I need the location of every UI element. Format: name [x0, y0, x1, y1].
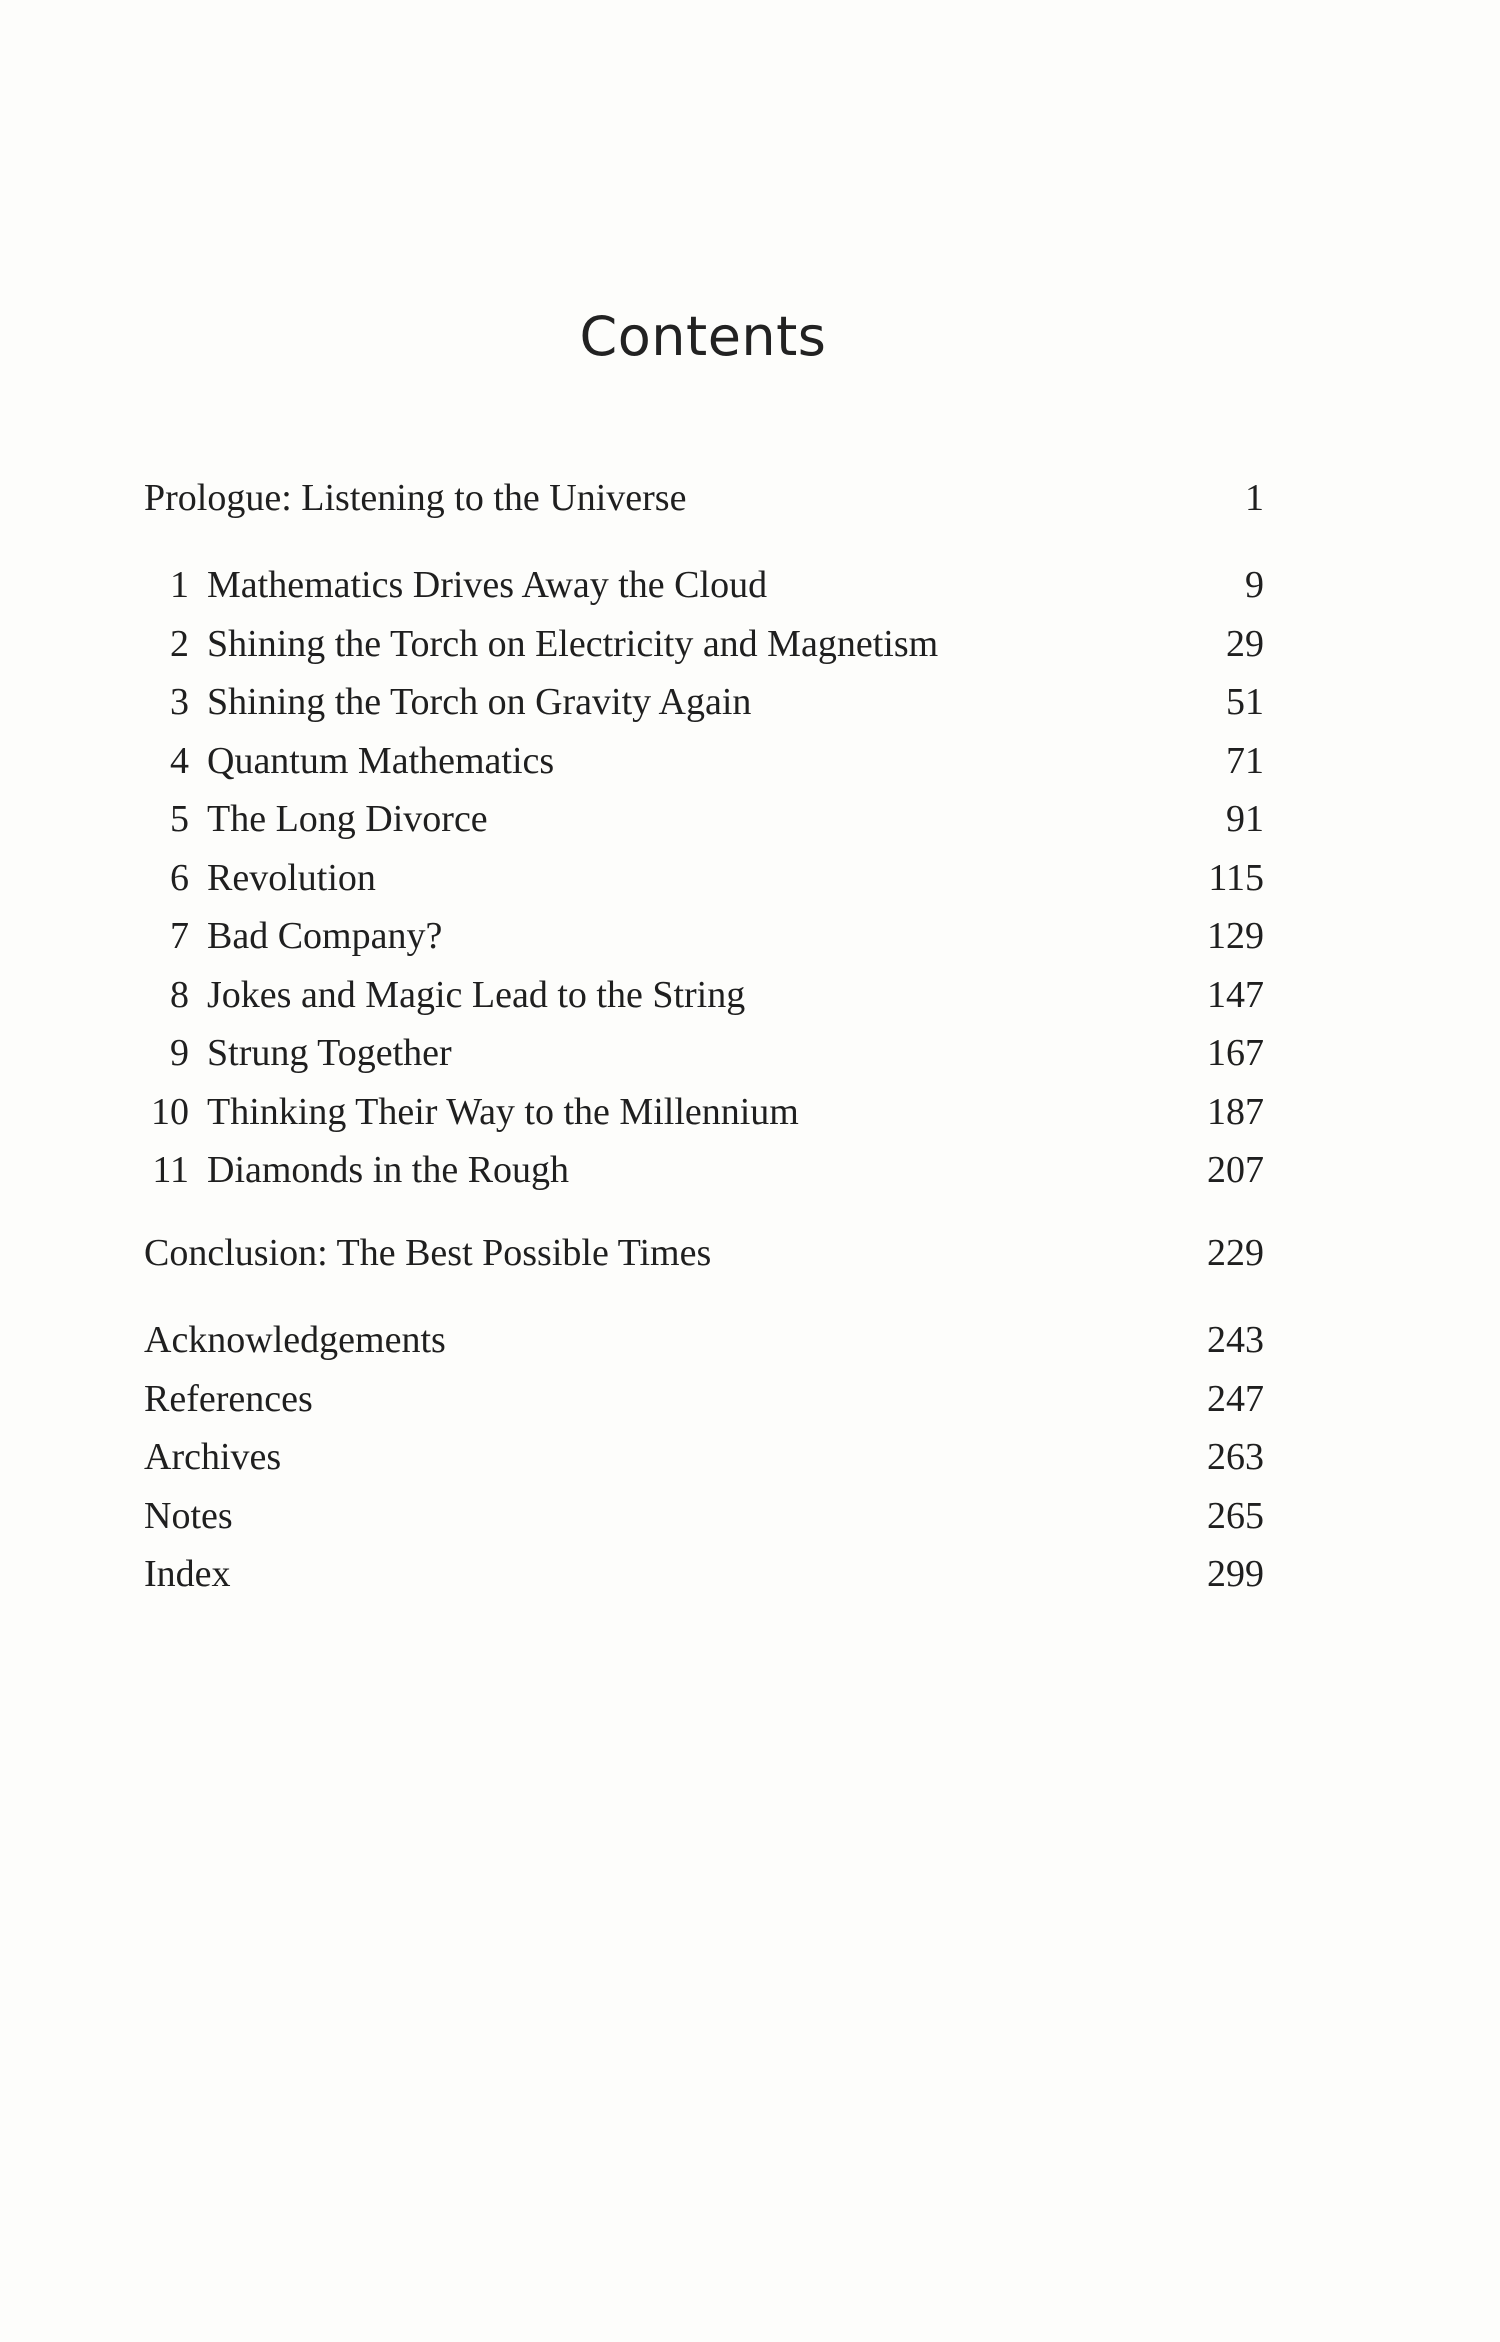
chapter-page: 115	[1208, 856, 1264, 899]
toc-chapter-row	[144, 1083, 1264, 1142]
chapter-number: 4	[170, 739, 189, 782]
chapter-number: 7	[170, 915, 189, 957]
toc-chapters-section	[144, 556, 1264, 1200]
chapter-title: Shining the Torch on Electricity and Magnetism	[207, 622, 939, 665]
chapter-page: 129	[1207, 915, 1264, 957]
toc-entry-page: 265	[1207, 1494, 1264, 1537]
toc-chapter-row	[144, 907, 1264, 966]
page-title: Contents	[579, 305, 827, 368]
toc-entry-label: Notes	[144, 1494, 233, 1537]
toc-entry-label: Index	[144, 1553, 231, 1595]
toc-prologue-section	[144, 469, 1264, 528]
chapter-title: Diamonds in the Rough	[207, 1149, 570, 1191]
chapter-page: 167	[1207, 1032, 1264, 1074]
chapter-number: 3	[170, 681, 189, 723]
chapter-title: Quantum Mathematics	[207, 739, 555, 782]
toc-chapter-row	[144, 673, 1264, 732]
toc-entry-label: Archives	[144, 1436, 282, 1478]
toc-entry-back-matter	[144, 1428, 1264, 1487]
chapter-number: 2	[170, 622, 189, 665]
chapter-page: 51	[1226, 681, 1264, 723]
chapter-number: 8	[170, 973, 189, 1016]
chapter-title: Strung Together	[207, 1032, 452, 1074]
toc-entry-page: 263	[1207, 1436, 1264, 1478]
chapter-number: 1	[170, 564, 189, 606]
toc-entry-back-matter	[144, 1545, 1264, 1604]
chapter-title: Mathematics Drives Away the Cloud	[207, 564, 768, 606]
toc-entry-page: 229	[1207, 1232, 1264, 1274]
toc-chapter-row	[144, 615, 1264, 674]
toc-entry-label: Prologue: Listening to the Universe	[144, 477, 687, 519]
chapter-number: 11	[152, 1149, 189, 1191]
toc-entry-page: 247	[1207, 1377, 1264, 1420]
chapter-page: 207	[1207, 1149, 1264, 1191]
toc-entry-label: Acknowledgements	[144, 1319, 446, 1361]
toc-entry-conclusion	[144, 1224, 1264, 1283]
chapter-page: 91	[1226, 798, 1264, 840]
chapter-page: 9	[1245, 564, 1264, 606]
chapter-number: 9	[170, 1032, 189, 1074]
toc-entry-back-matter	[144, 1311, 1264, 1370]
chapter-number: 5	[170, 798, 189, 840]
chapter-number: 6	[170, 856, 189, 899]
toc-entry-prologue	[144, 469, 1264, 528]
toc-conclusion-section	[144, 1224, 1264, 1283]
toc-entry-back-matter	[144, 1487, 1264, 1546]
chapter-title: Jokes and Magic Lead to the String	[207, 973, 746, 1016]
toc-chapter-row	[144, 1024, 1264, 1083]
toc-entry-page: 299	[1207, 1553, 1264, 1595]
chapter-page: 187	[1207, 1090, 1264, 1133]
toc-chapter-row	[144, 556, 1264, 615]
toc-chapter-row	[144, 732, 1264, 791]
chapter-title: Bad Company?	[207, 915, 443, 957]
toc-entry-label: References	[144, 1377, 313, 1420]
toc-chapter-row	[144, 790, 1264, 849]
toc-chapter-row	[144, 849, 1264, 908]
chapter-page: 29	[1226, 622, 1264, 665]
chapter-page: 147	[1207, 973, 1264, 1016]
toc-entry-back-matter	[144, 1370, 1264, 1429]
toc-back-matter-section	[144, 1311, 1264, 1604]
toc-entry-page: 243	[1207, 1319, 1264, 1361]
chapter-title: Shining the Torch on Gravity Again	[207, 681, 752, 723]
chapter-page: 71	[1226, 739, 1264, 782]
toc-entry-page: 1	[1245, 477, 1264, 519]
chapter-title: The Long Divorce	[207, 798, 488, 840]
chapter-title: Thinking Their Way to the Millennium	[207, 1090, 799, 1133]
chapter-number: 10	[151, 1090, 189, 1133]
chapter-title: Revolution	[207, 856, 376, 899]
toc-entry-label: Conclusion: The Best Possible Times	[144, 1232, 712, 1274]
toc-chapter-row	[144, 1141, 1264, 1200]
toc-chapter-row	[144, 966, 1264, 1025]
